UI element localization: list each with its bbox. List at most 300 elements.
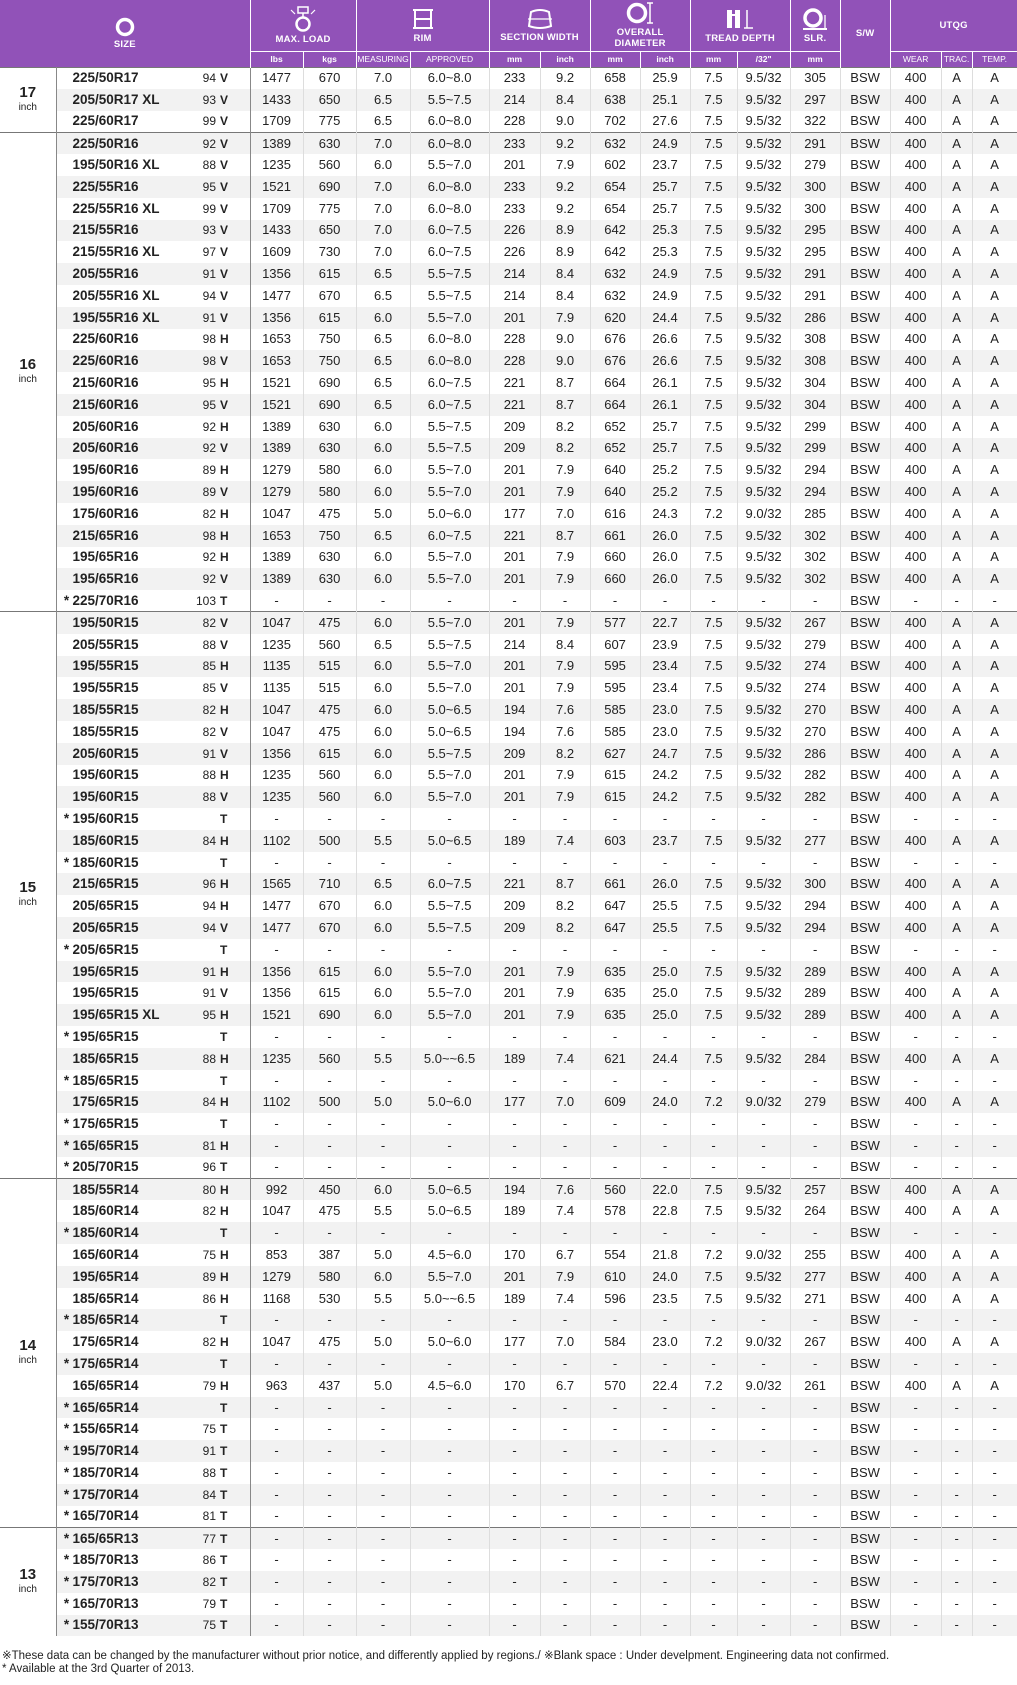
availability-star: * <box>63 854 70 870</box>
utqg-wear: - <box>890 1593 941 1615</box>
overall-diameter-mm: 596 <box>590 1288 640 1310</box>
rim-approved: 5.5~7.0 <box>410 765 489 787</box>
section-width-mm: 170 <box>489 1244 540 1266</box>
table-row <box>0 1527 1017 1549</box>
utqg-traction: - <box>941 1462 972 1484</box>
utqg-temperature: A <box>972 961 1017 983</box>
overall-diameter-mm: 616 <box>590 503 640 525</box>
overall-diameter-mm: - <box>590 1462 640 1484</box>
rim-approved: 5.5~7.5 <box>410 263 489 285</box>
tread-depth-mm: 7.5 <box>690 416 737 438</box>
load-lbs: - <box>250 1462 303 1484</box>
tire-size: 205/60R16 <box>72 418 139 434</box>
load-lbs: 1047 <box>250 503 303 525</box>
slr-mm: 271 <box>790 1288 840 1310</box>
availability-star: * <box>63 1573 70 1589</box>
tire-size-cell <box>56 350 196 372</box>
utqg-traction: A <box>941 568 972 590</box>
load-index <box>196 1353 218 1375</box>
overall-diameter-inch: 23.4 <box>640 656 690 678</box>
load-lbs: 1521 <box>250 372 303 394</box>
overall-diameter-inch: 25.0 <box>640 961 690 983</box>
overall-diameter-mm: 647 <box>590 895 640 917</box>
slr-mm: - <box>790 1353 840 1375</box>
tread-depth-mm: 7.5 <box>690 1266 737 1288</box>
utqg-wear: 400 <box>890 503 941 525</box>
utqg-temperature: A <box>972 677 1017 699</box>
section-width-mm: 201 <box>489 568 540 590</box>
sidewall: BSW <box>840 852 890 874</box>
sidewall: BSW <box>840 612 890 634</box>
utqg-wear: 400 <box>890 198 941 220</box>
slr-mm: 285 <box>790 503 840 525</box>
utqg-traction: A <box>941 1004 972 1026</box>
rim-approved: 4.5~6.0 <box>410 1375 489 1397</box>
tread-depth-32: 9.5/32 <box>737 241 790 263</box>
load-index: 91 <box>196 263 218 285</box>
utqg-temperature: - <box>972 1418 1017 1440</box>
sidewall: BSW <box>840 176 890 198</box>
load-lbs: - <box>250 1418 303 1440</box>
section-width-inch: 8.7 <box>540 873 590 895</box>
overall-diameter-mm: 603 <box>590 830 640 852</box>
rim-measuring: 6.0 <box>356 786 410 808</box>
load-index: 89 <box>196 459 218 481</box>
availability-star: * <box>63 1530 70 1546</box>
tread-depth-mm: 7.5 <box>690 873 737 895</box>
tread-depth-mm: - <box>690 1135 737 1157</box>
load-index: 88 <box>196 154 218 176</box>
rim-approved: 5.0~6.5 <box>410 1200 489 1222</box>
section-width-mm: - <box>489 1418 540 1440</box>
rim-measuring: - <box>356 1571 410 1593</box>
tread-depth-mm: - <box>690 939 737 961</box>
sidewall: BSW <box>840 241 890 263</box>
overall-diameter-icon <box>625 1 655 25</box>
rim-size-group-label <box>0 1179 56 1528</box>
table-row <box>0 263 1017 285</box>
tread-depth-32: 9.5/32 <box>737 263 790 285</box>
slr-mm: 308 <box>790 350 840 372</box>
overall-diameter-mm: 642 <box>590 220 640 242</box>
section-width-mm: - <box>489 1549 540 1571</box>
rim-measuring: 6.5 <box>356 873 410 895</box>
rim-measuring: - <box>356 1309 410 1331</box>
tread-depth-mm: - <box>690 1527 737 1549</box>
section-width-inch: 6.7 <box>540 1375 590 1397</box>
availability-star: * <box>63 1159 70 1175</box>
overall-diameter-mm: - <box>590 1440 640 1462</box>
utqg-traction: - <box>941 939 972 961</box>
slr-mm: 274 <box>790 656 840 678</box>
utqg-wear: 400 <box>890 830 941 852</box>
utqg-wear: 400 <box>890 917 941 939</box>
tire-size-cell <box>56 699 196 721</box>
tread-depth-32: - <box>737 1397 790 1419</box>
overall-diameter-mm: - <box>590 1157 640 1179</box>
speed-symbol: T <box>218 1418 250 1440</box>
tire-size-cell <box>56 634 196 656</box>
sidewall: BSW <box>840 1266 890 1288</box>
utqg-temperature: A <box>972 982 1017 1004</box>
rim-approved: 5.0~6.5 <box>410 721 489 743</box>
utqg-traction: A <box>941 721 972 743</box>
section-width-mm: 233 <box>489 176 540 198</box>
load-index <box>196 1070 218 1092</box>
tire-size: 195/65R15 XL <box>72 1007 160 1023</box>
section-width-inch: - <box>540 1070 590 1092</box>
utqg-wear: 400 <box>890 372 941 394</box>
utqg-wear: - <box>890 1506 941 1528</box>
tread-depth-header: TREAD DEPTH <box>690 0 790 51</box>
overall-diameter-mm: 640 <box>590 481 640 503</box>
load-kgs: 650 <box>303 220 356 242</box>
tread-depth-mm: 7.5 <box>690 568 737 590</box>
table-row <box>0 939 1017 961</box>
tread-depth-32: 9.5/32 <box>737 830 790 852</box>
tire-size: 215/65R15 <box>72 876 139 892</box>
load-lbs: - <box>250 1070 303 1092</box>
section-width-mm: 214 <box>489 263 540 285</box>
tread-depth-32: 9.5/32 <box>737 634 790 656</box>
section-width-inch: - <box>540 1418 590 1440</box>
utqg-temperature: A <box>972 220 1017 242</box>
tire-size-cell <box>56 329 196 351</box>
section-width-mm: 201 <box>489 612 540 634</box>
load-lbs: - <box>250 1484 303 1506</box>
availability-star: * <box>63 1486 70 1502</box>
load-kgs: - <box>303 1113 356 1135</box>
table-row <box>0 416 1017 438</box>
tire-size-cell <box>56 481 196 503</box>
utqg-traction: A <box>941 416 972 438</box>
tread-depth-mm: 7.5 <box>690 111 737 133</box>
overall-diameter-mm: 642 <box>590 241 640 263</box>
table-row <box>0 634 1017 656</box>
section-width-inch: 7.9 <box>540 481 590 503</box>
utqg-temperature: A <box>972 743 1017 765</box>
overall-diameter-inch: - <box>640 1462 690 1484</box>
sidewall: BSW <box>840 307 890 329</box>
overall-diameter-inch: 25.7 <box>640 416 690 438</box>
utqg-wear: 400 <box>890 285 941 307</box>
overall-diameter-mm: 664 <box>590 394 640 416</box>
rim-measuring: 6.5 <box>356 394 410 416</box>
tire-size: 205/70R15 <box>72 1159 139 1175</box>
load-kgs: 515 <box>303 677 356 699</box>
tread-depth-mm-subheader: mm <box>690 51 737 67</box>
sidewall: BSW <box>840 939 890 961</box>
slr-mm: - <box>790 1593 840 1615</box>
table-row <box>0 1222 1017 1244</box>
availability-star: * <box>63 1116 70 1132</box>
slr-mm: - <box>790 1615 840 1637</box>
utqg-wear: 400 <box>890 307 941 329</box>
tire-size-cell <box>56 67 196 89</box>
utqg-traction: A <box>941 677 972 699</box>
speed-symbol: T <box>218 1571 250 1593</box>
utqg-traction: A <box>941 111 972 133</box>
utqg-traction: A <box>941 307 972 329</box>
tread-depth-mm: 7.5 <box>690 547 737 569</box>
load-index: 75 <box>196 1615 218 1637</box>
section-width-inch: 7.9 <box>540 307 590 329</box>
overall-diameter-mm: - <box>590 1593 640 1615</box>
load-index: 89 <box>196 1266 218 1288</box>
table-row <box>0 1070 1017 1092</box>
section-width-inch: 8.7 <box>540 394 590 416</box>
slr-mm: 255 <box>790 1244 840 1266</box>
section-width-inch: - <box>540 939 590 961</box>
load-kgs: 630 <box>303 416 356 438</box>
load-index: 97 <box>196 241 218 263</box>
load-lbs: 1521 <box>250 394 303 416</box>
table-row <box>0 1026 1017 1048</box>
section-width-inch: - <box>540 590 590 612</box>
tread-depth-32: 9.5/32 <box>737 329 790 351</box>
tire-size-cell <box>56 1484 196 1506</box>
utqg-temperature: A <box>972 612 1017 634</box>
overall-diameter-inch: - <box>640 808 690 830</box>
speed-symbol: H <box>218 547 250 569</box>
section-width-mm: 194 <box>489 699 540 721</box>
load-index: 92 <box>196 568 218 590</box>
rim-measuring: 7.0 <box>356 198 410 220</box>
tread-depth-mm: 7.5 <box>690 329 737 351</box>
sidewall: BSW <box>840 765 890 787</box>
load-kgs: - <box>303 1157 356 1179</box>
section-width-mm: 214 <box>489 285 540 307</box>
speed-symbol: T <box>218 1440 250 1462</box>
utqg-wear: 400 <box>890 1179 941 1201</box>
utqg-traction: A <box>941 67 972 89</box>
section-width-mm: 201 <box>489 961 540 983</box>
utqg-temperature: - <box>972 1113 1017 1135</box>
slr-mm: 322 <box>790 111 840 133</box>
load-kgs: 615 <box>303 982 356 1004</box>
rim-size-unit: inch <box>18 897 37 909</box>
load-lbs: 1235 <box>250 786 303 808</box>
slr-mm: 304 <box>790 394 840 416</box>
speed-symbol: V <box>218 677 250 699</box>
utqg-traction: A <box>941 917 972 939</box>
tread-depth-mm: 7.5 <box>690 394 737 416</box>
overall-diameter-inch: 24.2 <box>640 765 690 787</box>
utqg-wear: 400 <box>890 961 941 983</box>
overall-diameter-mm: - <box>590 1135 640 1157</box>
rim-measuring: 6.0 <box>356 416 410 438</box>
rim-size-unit: inch <box>18 1584 37 1596</box>
tread-depth-32: 9.5/32 <box>737 1266 790 1288</box>
utqg-traction: - <box>941 1593 972 1615</box>
sidewall: BSW <box>840 1157 890 1179</box>
rim-size-value: 16 <box>19 356 37 374</box>
rim-approved: - <box>410 1113 489 1135</box>
utqg-temperature: A <box>972 372 1017 394</box>
tire-size-cell <box>56 568 196 590</box>
overall-diameter-mm: - <box>590 1070 640 1092</box>
utqg-temperature: - <box>972 1593 1017 1615</box>
overall-diameter-inch: - <box>640 1506 690 1528</box>
utqg-temperature: A <box>972 459 1017 481</box>
rim-approved: - <box>410 590 489 612</box>
load-index: 79 <box>196 1593 218 1615</box>
utqg-wear: 400 <box>890 677 941 699</box>
sidewall: BSW <box>840 917 890 939</box>
load-lbs: 1356 <box>250 982 303 1004</box>
overall-diameter-inch: 23.0 <box>640 721 690 743</box>
tread-depth-mm: 7.5 <box>690 612 737 634</box>
slr-mm: - <box>790 1309 840 1331</box>
slr-mm: 308 <box>790 329 840 351</box>
tread-depth-mm: 7.5 <box>690 634 737 656</box>
speed-symbol: V <box>218 111 250 133</box>
tire-size: 225/55R16 XL <box>72 200 160 216</box>
tread-depth-mm: - <box>690 852 737 874</box>
section-width-inch: 7.9 <box>540 568 590 590</box>
tire-size: 205/55R16 <box>72 266 139 282</box>
tire-size-cell <box>56 263 196 285</box>
section-width-inch: - <box>540 852 590 874</box>
speed-symbol: V <box>218 132 250 154</box>
section-width-mm: 189 <box>489 1200 540 1222</box>
utqg-temperature: A <box>972 1375 1017 1397</box>
rim-approved: - <box>410 1527 489 1549</box>
rim-measuring: 6.5 <box>356 634 410 656</box>
tire-size: 225/70R16 <box>72 592 139 608</box>
utqg-wear: 400 <box>890 263 941 285</box>
table-row <box>0 1440 1017 1462</box>
overall-diameter-inch: 26.1 <box>640 372 690 394</box>
tread-depth-32: 9.5/32 <box>737 612 790 634</box>
tread-depth-mm: - <box>690 1440 737 1462</box>
sidewall: BSW <box>840 1375 890 1397</box>
rim-icon <box>412 7 434 31</box>
tread-depth-mm: 7.2 <box>690 1375 737 1397</box>
tire-size: 205/65R15 <box>72 898 139 914</box>
load-lbs: - <box>250 1527 303 1549</box>
tire-size: 195/65R15 <box>72 1028 139 1044</box>
sidewall: BSW <box>840 89 890 111</box>
speed-symbol: T <box>218 1484 250 1506</box>
utqg-wear: 400 <box>890 895 941 917</box>
overall-diameter-mm: 658 <box>590 67 640 89</box>
utqg-traction: A <box>941 1288 972 1310</box>
utqg-traction: A <box>941 1200 972 1222</box>
overall-diameter-mm: - <box>590 1113 640 1135</box>
overall-diameter-mm: 609 <box>590 1091 640 1113</box>
utqg-traction: A <box>941 285 972 307</box>
utqg-traction: - <box>941 1418 972 1440</box>
tread-depth-32: - <box>737 1353 790 1375</box>
overall-diameter-inch: 25.3 <box>640 241 690 263</box>
section-width-mm: 201 <box>489 154 540 176</box>
table-row <box>0 721 1017 743</box>
section-width-mm: 201 <box>489 656 540 678</box>
load-lbs: 1356 <box>250 263 303 285</box>
section-width-mm: - <box>489 1135 540 1157</box>
utqg-traction: A <box>941 1179 972 1201</box>
load-kgs: 515 <box>303 656 356 678</box>
max-load-header: MAX. LOAD <box>250 0 356 51</box>
overall-diameter-inch: - <box>640 1418 690 1440</box>
slr-mm: 302 <box>790 547 840 569</box>
tread-depth-mm: - <box>690 1309 737 1331</box>
section-width-mm: 201 <box>489 786 540 808</box>
section-width-inch: 7.4 <box>540 1288 590 1310</box>
load-index: 98 <box>196 350 218 372</box>
availability-star: * <box>63 1028 70 1044</box>
rim-size-value: 13 <box>19 1566 37 1584</box>
sidewall: BSW <box>840 743 890 765</box>
table-row <box>0 307 1017 329</box>
load-lbs: 1477 <box>250 285 303 307</box>
load-kgs: - <box>303 1593 356 1615</box>
sidewall: BSW <box>840 1397 890 1419</box>
tread-depth-32: - <box>737 1026 790 1048</box>
section-width-inch: 7.4 <box>540 830 590 852</box>
section-width-inch: 8.2 <box>540 416 590 438</box>
table-row <box>0 1048 1017 1070</box>
load-index: 91 <box>196 743 218 765</box>
slr-mm: 286 <box>790 307 840 329</box>
utqg-temperature: - <box>972 1615 1017 1637</box>
speed-symbol: H <box>218 416 250 438</box>
overall-diameter-mm: 635 <box>590 1004 640 1026</box>
slr-mm: 294 <box>790 481 840 503</box>
rim-approved: - <box>410 1026 489 1048</box>
section-width-mm: - <box>489 1222 540 1244</box>
section-width-mm: 209 <box>489 895 540 917</box>
load-kgs: - <box>303 1070 356 1092</box>
table-row <box>0 1549 1017 1571</box>
section-width-mm: - <box>489 1397 540 1419</box>
tire-size: 175/65R14 <box>72 1334 139 1350</box>
slr-mm: - <box>790 1113 840 1135</box>
tire-size: 205/60R15 <box>72 745 139 761</box>
load-index: 86 <box>196 1549 218 1571</box>
rim-size-value: 17 <box>19 83 37 101</box>
rim-measuring: - <box>356 1222 410 1244</box>
sidewall: BSW <box>840 1484 890 1506</box>
tire-size-cell <box>56 1593 196 1615</box>
section-width-mm: - <box>489 1527 540 1549</box>
section-width-mm: 209 <box>489 416 540 438</box>
load-kgs: 690 <box>303 372 356 394</box>
utqg-temperature: A <box>972 1048 1017 1070</box>
overall-diameter-inch: - <box>640 1157 690 1179</box>
availability-star: * <box>63 1464 70 1480</box>
load-lbs: 1047 <box>250 612 303 634</box>
speed-symbol: T <box>218 1462 250 1484</box>
rim-measuring: - <box>356 852 410 874</box>
utqg-wear: - <box>890 1353 941 1375</box>
table-row <box>0 1157 1017 1179</box>
tire-size: 225/50R16 <box>72 135 139 151</box>
table-row <box>0 285 1017 307</box>
utqg-traction: A <box>941 481 972 503</box>
load-kgs: 750 <box>303 525 356 547</box>
overall-diameter-mm: 676 <box>590 329 640 351</box>
rim-measuring: - <box>356 939 410 961</box>
tread-depth-32: 9.5/32 <box>737 547 790 569</box>
load-kgs: - <box>303 1506 356 1528</box>
utqg-wear: 400 <box>890 1200 941 1222</box>
overall-diameter-inch: 24.9 <box>640 132 690 154</box>
table-row <box>0 198 1017 220</box>
table-row <box>0 1266 1017 1288</box>
tire-size-cell <box>56 438 196 460</box>
